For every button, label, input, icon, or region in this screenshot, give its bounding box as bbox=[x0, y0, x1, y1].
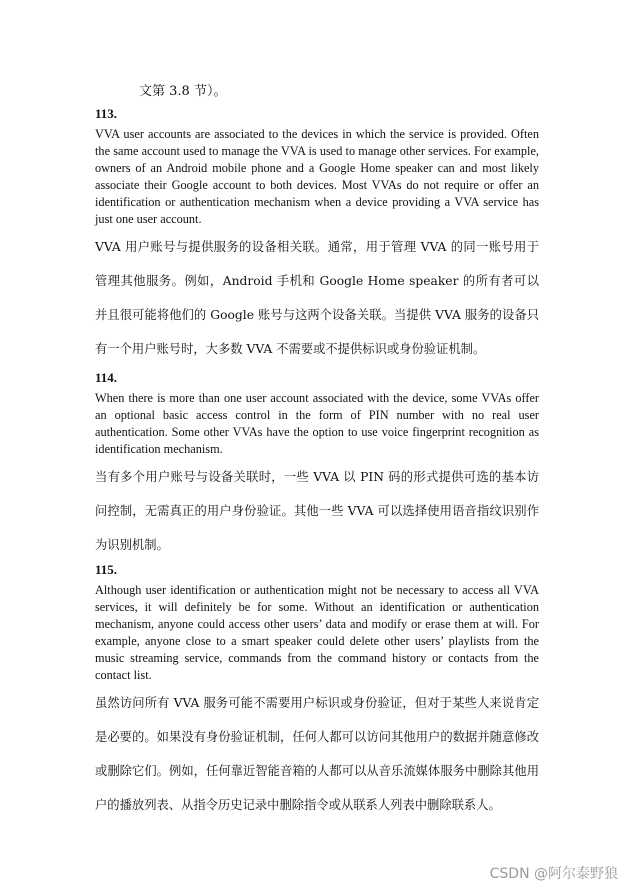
chinese-paragraph: 当有多个用户账号与设备关联时，一些 VVA 以 PIN 码的形式提供可选的基本访问控制，无需真正的用户身份验证。其他一些 VVA 可以选择使用语音指纹识别作为识别机制。 bbox=[95, 470, 539, 552]
section-number: 114. bbox=[95, 370, 118, 385]
english-paragraph: When there is more than one user account associated with the device, some VVAs offer an optional basic access control in the form of PIN number with no real user authentication. Some other VVAs have the option to use voice fingerprint recognition as identification mechanism. bbox=[95, 391, 539, 456]
section-number: 115. bbox=[95, 562, 118, 577]
section-number: 113. bbox=[95, 106, 118, 121]
chinese-paragraph: 虽然访问所有 VVA 服务可能不需要用户标识或身份验证，但对于某些人来说肯定是必要的。如果没有身份验证机制，任何人都可以访问其他用户的数据并随意修改或删除它们。例如，任何靠近智能音箱的人都可以从音乐流媒体服务中删除其他用户的播放列表、从指令历史记录中删除指令或从联系人列表中删除联系人。 bbox=[95, 696, 539, 812]
section-113 bbox=[95, 106, 539, 366]
section-114 bbox=[95, 370, 539, 562]
english-paragraph: Although user identification or authentication might not be necessary to access all VVA services, it will definitely be for some. Without an identification or authentication mechanism, anyone could access other users’ data and modify or erase them at will. For example, anyone close to a smart speaker could delete other users’ playlists from the music streaming service, commands from the command history or contacts from the contact list. bbox=[95, 583, 539, 682]
continued-text-line: 文第 3.8 节）。 bbox=[139, 84, 227, 99]
chinese-paragraph: VVA 用户账号与提供服务的设备相关联。通常，用于管理 VVA 的同一账号用于管理其他服务。例如，Android 手机和 Google Home speaker 的所有者可以并且很可能将他们的 Google 账号与这两个设备关联。当提供 VVA 服务的设备只有一个用户账号时，大多数 VVA 不需要或不提供标识或身份验证机制。 bbox=[95, 240, 539, 356]
csdn-watermark: CSDN @阿尔泰野狼 bbox=[489, 866, 618, 882]
section-115 bbox=[95, 562, 539, 822]
english-paragraph: VVA user accounts are associated to the devices in which the service is provided. Often the same account used to manage the VVA is used to manage other services. For example, owners of an Android mobile phone and a Google Home speaker can and most likely associate their Google account to both devices. Most VVAs do not require or offer an identification or authentication mechanism when a device providing a VVA service has just one user account. bbox=[95, 127, 539, 226]
